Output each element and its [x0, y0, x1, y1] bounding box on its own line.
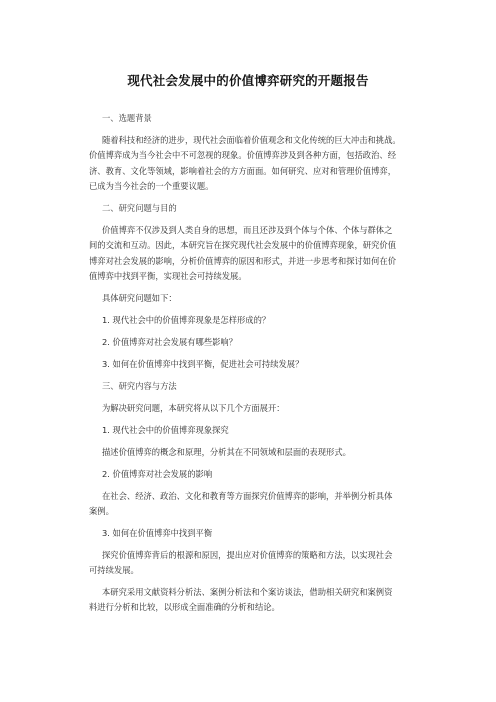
list-item: 2. 价值博弈对社会发展的影响 [102, 469, 213, 479]
section-heading-methods: 三、研究内容与方法 [102, 381, 177, 391]
section-heading-questions: 二、研究问题与目的 [102, 203, 177, 213]
paragraph-line: 探究价值博弈背后的根源和原因，提出应对价值博弈的策略和方法，以实现社会 [102, 550, 393, 560]
list-item: 3. 如何在价值博弈中找到平衡 [102, 528, 213, 538]
list-item: 1. 现代社会中的价值博弈现象是怎样形成的？ [102, 315, 271, 325]
report-title: 现代社会发展中的价值博弈研究的开题报告 [127, 73, 369, 88]
paragraph-line: 博弈对社会发展的影响，分析价值博弈的原因和形式，并进一步思考和探讨如何在价 [89, 256, 396, 266]
paragraph-line: 为解决研究问题，本研究将从以下几个方面展开： [102, 403, 285, 413]
paragraph-line: 料进行分析和比较，以形成全面准确的分析和结论。 [89, 602, 280, 612]
paragraph-line: 本研究采用文献资料分析法、案例分析法和个案访谈法，借助相关研究和案例资 [102, 587, 393, 597]
paragraph-line: 随着科技和经济的进步，现代社会面临着价值观念和文化传统的巨大冲击和挑战。 [102, 135, 401, 145]
paragraph-line: 具体研究问题如下： [102, 293, 177, 303]
paragraph-line: 可持续发展。 [89, 565, 139, 575]
paragraph-line: 描述价值博弈的概念和原理，分析其在不同领域和层面的表现形式。 [102, 447, 351, 457]
paragraph-line: 值博弈中找到平衡，实现社会可持续发展。 [89, 271, 247, 281]
paragraph-line: 在社会、经济、政治、文化和教育等方面探究价值博弈的影响，并举例分析具体 [102, 491, 393, 501]
paragraph-line: 已成为当今社会的一个重要议题。 [89, 181, 214, 191]
section-heading-background: 一、选题背景 [102, 113, 152, 123]
paragraph-line: 间的交流和互动。因此，本研究旨在探究现代社会发展中的价值博弈现象，研究价值 [89, 240, 396, 250]
paragraph-line: 价值博弈成为当今社会中不可忽视的现象。价值博弈涉及到各种方面，包括政治、经 [89, 150, 396, 160]
list-item: 1. 现代社会中的价值博弈现象探究 [102, 425, 229, 435]
list-item: 2. 价值博弈对社会发展有哪些影响？ [102, 337, 238, 347]
list-item: 3. 如何在价值博弈中找到平衡，促进社会可持续发展？ [102, 359, 304, 369]
paragraph-line: 价值博弈不仅涉及到人类自身的思想，而且还涉及到个体与个体、个体与群体之 [102, 225, 393, 235]
paragraph-line: 济、教育、文化等领域，影响着社会的方方面面。如何研究、应对和管理价值博弈， [89, 166, 396, 176]
paragraph-line: 案例。 [89, 506, 114, 516]
